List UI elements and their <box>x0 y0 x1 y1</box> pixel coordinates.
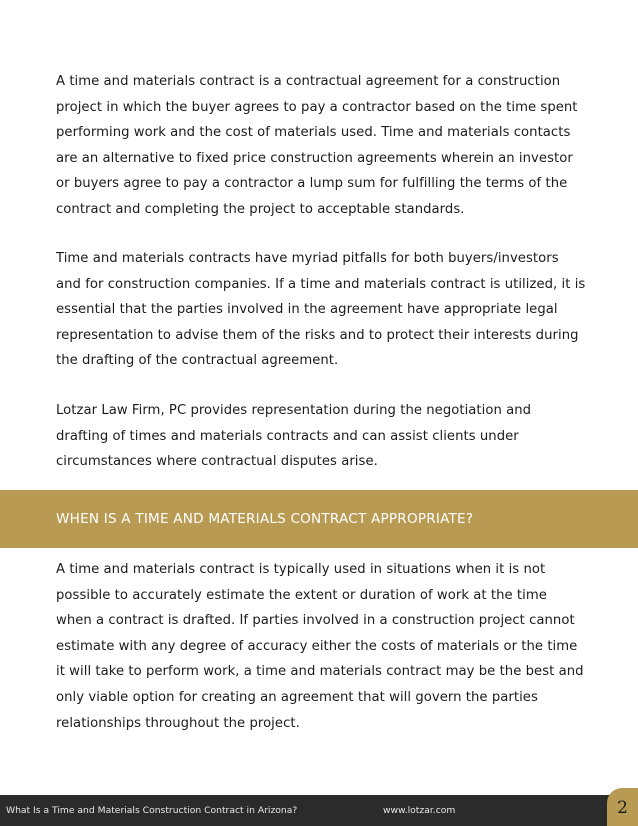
footer-website-link[interactable]: www.lotzar.com <box>383 805 456 816</box>
section-heading: WHEN IS A TIME AND MATERIALS CONTRACT APPROPRIATE? <box>56 511 474 527</box>
footer-document-title: What Is a Time and Materials Construction Contract in Arizona? <box>6 805 298 816</box>
paragraph-pitfalls: Time and materials contracts have myriad pitfalls for both buyers/investors and for construction companies. If a time and materials contract is utilized, it is essential that the parties involved in the agreement have appropriate legal representation to advise them of the risks and to protect their interests during the drafting of the contractual agreement. <box>56 251 586 369</box>
page-number: 2 <box>617 798 628 818</box>
page-number-tab <box>607 788 638 826</box>
page-footer <box>0 795 638 826</box>
section-heading-banner <box>0 490 638 548</box>
paragraph-when-appropriate: A time and materials contract is typically used in situations when it is not possible to accurately estimate the extent or duration of work at the time when a contract is drafted. If parties involved in a construction project cannot estimate with any degree of accuracy either the costs of materials or the time it will take to perform work, a time and materials contract may be the best and only viable option for creating an agreement that will govern the parties relationships throughout the project. <box>56 562 584 731</box>
paragraph-firm-representation: Lotzar Law Firm, PC provides representation during the negotiation and drafting of times and materials contracts and can assist clients under circumstances where contractual disputes arise. <box>56 403 532 470</box>
paragraph-intro: A time and materials contract is a contractual agreement for a construction project in which the buyer agrees to pay a contractor based on the time spent performing work and the cost of materials used. Time and materials contacts are an alternative to fixed price construction agreements wherein an investor or buyers agree to pay a contractor a lump sum for fulfilling the terms of the contract and completing the project to acceptable standards. <box>56 74 578 217</box>
